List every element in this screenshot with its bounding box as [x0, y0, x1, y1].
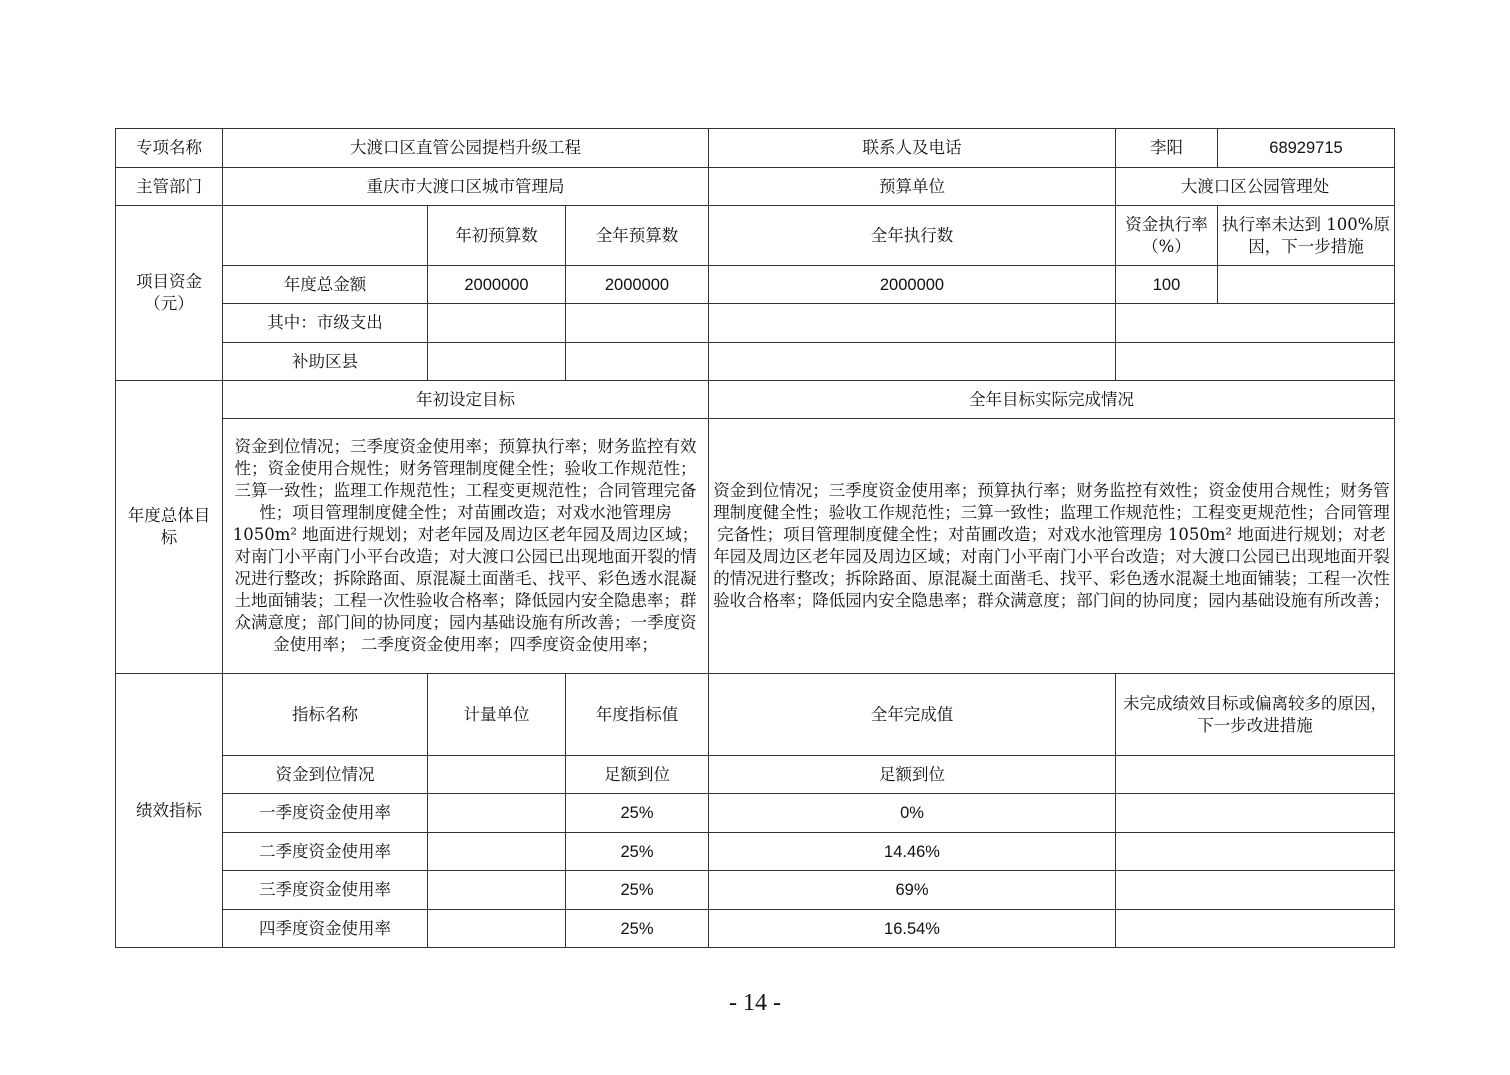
indicator-reason [1116, 756, 1395, 794]
indicator-target: 足额到位 [566, 756, 709, 794]
funds-full-year [566, 343, 709, 381]
indicator-target: 25% [566, 871, 709, 910]
col-execution-reason: 执行率未达到 100%原因，下一步措施 [1218, 206, 1395, 266]
funds-executed: 2000000 [709, 266, 1116, 304]
funds-initial [428, 343, 566, 381]
indicator-actual: 足额到位 [709, 756, 1116, 794]
indicator-row [116, 833, 1395, 871]
funds-row-label: 年度总金额 [223, 266, 428, 304]
col-execution-rate: 资金执行率（%） [1116, 206, 1218, 266]
col-indicator-name: 指标名称 [223, 674, 428, 756]
indicator-unit [428, 833, 566, 871]
indicator-target: 25% [566, 833, 709, 871]
goals-initial-text: 资金到位情况；三季度资金使用率；预算执行率；财务监控有效性；资金使用合规性；财务管理制度健全性；验收工作规范性；三算一致性；监理工作规范性；工程变更规范性；合同管理完备性；项目管理制度健全性；对苗圃改造；对戏水池管理房 1050m² 地面进行规划；对老年园及周边区老年园及周边区域；对南门小平南门小平台改造；对大渡口公园已出现地面开裂的情况进行整改；拆除路面、原混凝土面凿毛、找平、彩色透水混凝土地面铺装；工程一次性验收合格率；降低园内安全隐患率；群众满意度；部门间的协同度；园内基础设施有所改善；一季度资金使用率； 二季度资金使用率；四季度资金使用率； [223, 419, 709, 674]
indicator-reason [1116, 910, 1395, 948]
col-target: 年度指标值 [566, 674, 709, 756]
funds-initial [428, 304, 566, 343]
row-dept [116, 168, 1395, 206]
contact-label: 联系人及电话 [709, 129, 1116, 168]
goals-text-row [116, 419, 1395, 674]
funds-row-label: 其中：市级支出 [223, 304, 428, 343]
indicator-name: 三季度资金使用率 [223, 871, 428, 910]
goals-initial-label: 年初设定目标 [223, 381, 709, 419]
goals-section-label: 年度总体目标 [116, 381, 223, 674]
col-deviation-reason-line1: 未完成绩效目标或偏离较多的原因， [1123, 693, 1387, 713]
indicator-actual: 16.54% [709, 910, 1116, 948]
funds-initial: 2000000 [428, 266, 566, 304]
dept-value: 重庆市大渡口区城市管理局 [223, 168, 709, 206]
contact-phone: 68929715 [1218, 129, 1395, 168]
budget-unit-value: 大渡口区公园管理处 [1116, 168, 1395, 206]
indicator-name: 二季度资金使用率 [223, 833, 428, 871]
indicator-target: 25% [566, 910, 709, 948]
funds-rate: 100 [1116, 266, 1218, 304]
indicator-unit [428, 871, 566, 910]
funds-row-label: 补助区县 [223, 343, 428, 381]
col-full-year-budget: 全年预算数 [566, 206, 709, 266]
project-name: 大渡口区直管公园提档升级工程 [223, 129, 709, 168]
indicator-unit [428, 910, 566, 948]
indicators-header-row [116, 674, 1395, 756]
performance-table [115, 128, 1395, 948]
indicator-actual: 69% [709, 871, 1116, 910]
budget-unit-label: 预算单位 [709, 168, 1116, 206]
funds-full-year [566, 304, 709, 343]
funds-section-label: 项目资金（元） [116, 206, 223, 381]
funds-row [116, 304, 1395, 343]
dept-label: 主管部门 [116, 168, 223, 206]
indicator-reason [1116, 794, 1395, 833]
col-executed: 全年执行数 [709, 206, 1116, 266]
contact-name: 李阳 [1116, 129, 1218, 168]
funds-row [116, 266, 1395, 304]
goals-header-row [116, 381, 1395, 419]
indicator-unit [428, 756, 566, 794]
funds-header-row [116, 206, 1395, 266]
indicators-section-label: 绩效指标 [116, 674, 223, 948]
indicator-row [116, 756, 1395, 794]
goals-actual-label: 全年目标实际完成情况 [709, 381, 1395, 419]
funds-executed [709, 343, 1116, 381]
project-name-label: 专项名称 [116, 129, 223, 168]
indicator-name: 四季度资金使用率 [223, 910, 428, 948]
col-unit: 计量单位 [428, 674, 566, 756]
indicator-actual: 14.46% [709, 833, 1116, 871]
indicator-name: 资金到位情况 [223, 756, 428, 794]
col-deviation-reason-line2: 下一步改进措施 [1197, 715, 1313, 735]
indicator-unit [428, 794, 566, 833]
funds-rate [1116, 343, 1395, 381]
indicator-reason [1116, 833, 1395, 871]
indicator-row [116, 910, 1395, 948]
col-initial-budget: 年初预算数 [428, 206, 566, 266]
indicator-actual: 0% [709, 794, 1116, 833]
row-project [116, 129, 1395, 168]
indicator-reason [1116, 871, 1395, 910]
funds-rate [1116, 304, 1395, 343]
funds-reason [1218, 266, 1395, 304]
col-deviation-reason [1116, 674, 1395, 756]
indicator-name: 一季度资金使用率 [223, 794, 428, 833]
page-number: - 14 - [729, 990, 781, 1016]
col-actual: 全年完成值 [709, 674, 1116, 756]
funds-row [116, 343, 1395, 381]
indicator-row [116, 871, 1395, 910]
funds-full-year: 2000000 [566, 266, 709, 304]
indicator-target: 25% [566, 794, 709, 833]
funds-executed [709, 304, 1116, 343]
indicator-row [116, 794, 1395, 833]
funds-empty-cell [223, 206, 428, 266]
goals-actual-text: 资金到位情况；三季度资金使用率；预算执行率；财务监控有效性；资金使用合规性；财务管理制度健全性；验收工作规范性；三算一致性；监理工作规范性；工程变更规范性；合同管理完备性；项目管理制度健全性；对苗圃改造；对戏水池管理房 1050m² 地面进行规划；对老年园及周边区老年园及周边区域；对南门小平南门小平台改造；对大渡口公园已出现地面开裂的情况进行整改；拆除路面、原混凝土面凿毛、找平、彩色透水混凝土地面铺装；工程一次性验收合格率；降低园内安全隐患率；群众满意度；部门间的协同度；园内基础设施有所改善； [709, 419, 1395, 674]
